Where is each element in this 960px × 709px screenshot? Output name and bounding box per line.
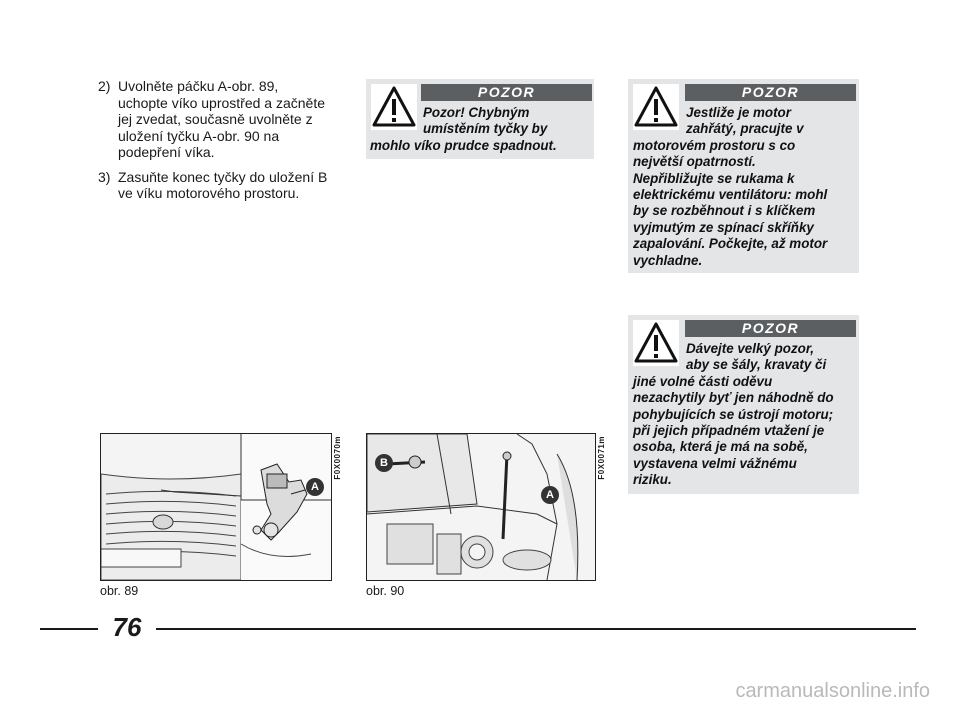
warning-line: aby se šály, kravaty či: [686, 357, 827, 373]
warning-line: umístěním tyčky by: [423, 121, 548, 137]
step-line: jej zvedat, současně uvolněte z: [118, 111, 313, 127]
warning-text: [633, 341, 857, 489]
warning-line: riziku.: [633, 472, 672, 488]
figure-caption: obr. 89: [100, 584, 139, 598]
warning-line: zahřátý, pracujte v: [686, 121, 804, 137]
callout-a: A: [541, 486, 559, 504]
warning-line: Dávejte velký pozor,: [686, 341, 815, 356]
step-line: uložení tyčku A-obr. 90 na: [118, 127, 280, 144]
figure-code: F0X0071m: [597, 436, 606, 480]
step-number: 2): [98, 78, 111, 94]
warning-line: nezachytily byť jen náhodně do: [633, 390, 834, 406]
step-3: [98, 169, 348, 202]
footer-rule-left: [40, 628, 98, 630]
warning-line: osoba, která je má na sobě,: [633, 439, 808, 455]
warning-line: Pozor! Chybným: [423, 105, 530, 120]
warning-line: mohlo víko prudce spadnout.: [370, 137, 557, 153]
step-line: Zasuňte konec tyčky do uložení B: [118, 168, 328, 185]
figure-caption: obr. 90: [366, 584, 405, 598]
warning-line: jiné volné části oděvu: [633, 373, 773, 389]
step-line: podepření víka.: [118, 144, 215, 160]
warning-line: pohybujících se ústrojí motoru;: [633, 406, 834, 422]
warning-line: při jejich případném vtažení je: [633, 423, 825, 439]
warning-line: vystavena velmi vážnému: [633, 455, 797, 471]
warning-box-loose-clothing: [628, 315, 859, 494]
warning-line: vychladne.: [633, 252, 703, 268]
figure-89: [100, 433, 332, 581]
warning-line: zapalování. Počkejte, až motor: [633, 236, 828, 252]
warning-line: motorovém prostoru s co: [633, 137, 796, 153]
warning-heading: POZOR: [421, 84, 592, 101]
warning-line: Nepřibližujte se rukama k: [633, 170, 795, 186]
bonnet-lever-illustration: [101, 434, 331, 580]
step-line: Uvolněte páčku A-obr. 89,: [118, 78, 279, 94]
step-2: [98, 78, 348, 161]
page-number: 76: [112, 612, 142, 642]
warning-line: vyjmutým ze spínací skříňky: [633, 219, 814, 235]
step-number: 3): [98, 168, 111, 185]
callout-a: A: [306, 478, 324, 496]
watermark: carmanualsonline.info: [735, 680, 930, 702]
footer-rule-right: [156, 628, 916, 630]
warning-box-hot-engine: [628, 79, 859, 273]
figure-code: F0X0070m: [333, 436, 342, 480]
instructions: [98, 78, 348, 210]
warning-line: elektrickému ventilátoru: mohl: [633, 187, 828, 203]
figure-90: [366, 433, 596, 581]
warning-box-lid: [366, 79, 594, 159]
warning-text: [370, 105, 592, 154]
warning-heading: POZOR: [685, 84, 856, 101]
warning-line: by se rozběhnout i s klíčkem: [633, 203, 816, 219]
warning-heading: POZOR: [685, 320, 856, 337]
prop-rod-illustration: [367, 434, 595, 580]
step-line: uchopte víko uprostřed a začněte: [118, 94, 326, 111]
warning-line: největší opatrností.: [633, 154, 756, 170]
warning-line: Jestliže je motor: [686, 105, 791, 120]
callout-b: B: [375, 454, 393, 472]
warning-text: [633, 105, 857, 269]
step-line: ve víku motorového prostoru.: [118, 185, 300, 201]
